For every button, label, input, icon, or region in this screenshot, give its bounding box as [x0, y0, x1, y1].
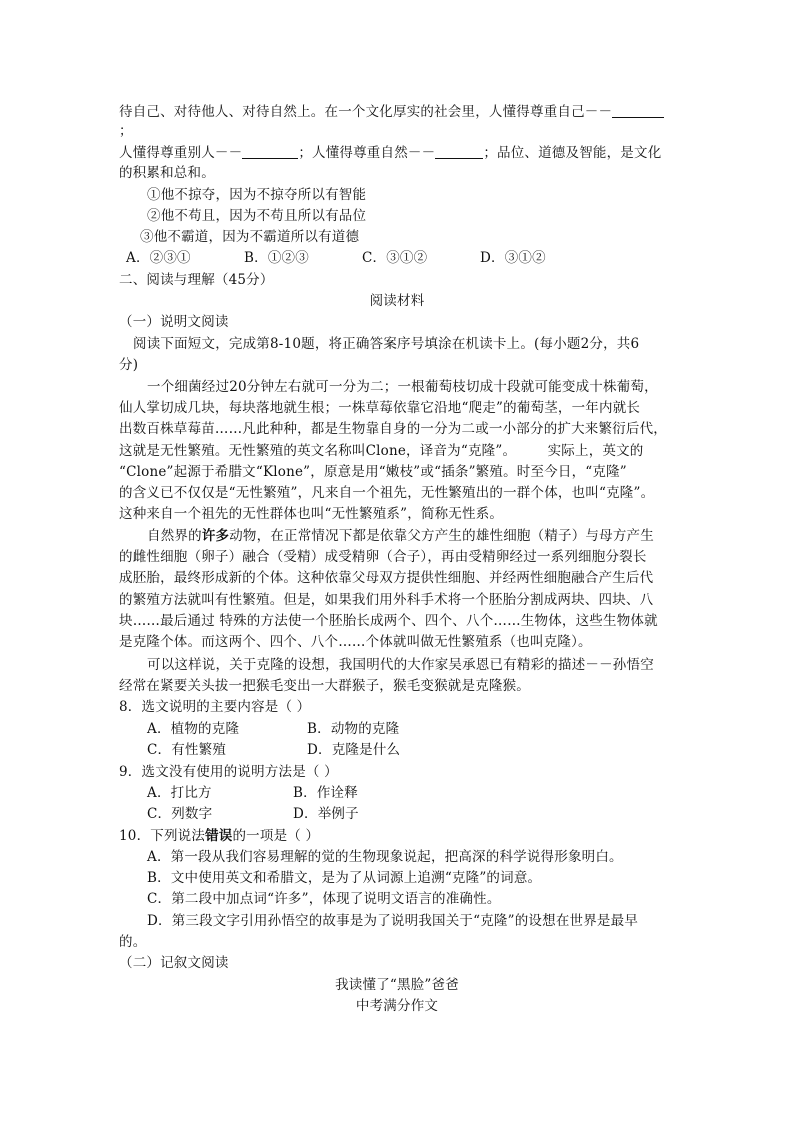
q10-option-d: D．第三段文字引用孙悟空的故事是为了说明我国关于“克隆”的设想在世界是最早: [147, 913, 639, 929]
section-2-title: 二、阅读与理解（45分）: [119, 272, 274, 288]
passage-p1-line: 这就是无性繁殖。无性繁殖的英文名称叫Clone，译音为“克隆”。 实际上，英文的: [119, 443, 644, 459]
intro-line-1-text: 待自己、对待他人、对待自然上。在一个文化厚实的社会里，人懂得尊重自己－－: [119, 104, 613, 120]
material-title: 阅读材料: [369, 293, 425, 309]
question-8-options-row-1: [147, 719, 399, 739]
question-9-options-row-1: [147, 783, 358, 803]
passage-p2-line: 块……最后通过 特殊的方法使一个胚胎长成两个、四个、八个……生物体，这些生物体就: [119, 613, 658, 629]
intro-line-1: [119, 102, 664, 122]
q9-option-a: A．打比方: [147, 785, 212, 801]
q9-option-d: D．举例子: [293, 806, 359, 822]
essay-subtitle: 中考满分作文: [355, 998, 439, 1014]
passage-p1-line: 这种来自一个祖先的无性群体也叫“无性繁殖系”，简称无性系。: [119, 506, 504, 522]
q9-option-c: C．列数字: [147, 806, 213, 822]
q8-option-a: A．植物的克隆: [147, 721, 240, 737]
intro-line-2a: 人懂得尊重别人－－: [119, 145, 243, 161]
passage-p2-line: 成胚胎，最终形成新的个体。这种依靠父母双方提供性细胞、并经两性细胞融合产生后代: [119, 570, 654, 586]
intro-option-c: C．③①②: [362, 250, 428, 266]
q10-option-d-cont: 的。: [119, 934, 147, 950]
intro-option-a: A．②③①: [126, 250, 191, 266]
passage-p1-line: 一个细菌经过20分钟左右就可一分为二；一根葡萄枝切成十段就可能变成十株葡萄，: [147, 379, 658, 395]
intro-line-2c: ；品位、道德及智能，是文化: [483, 145, 662, 161]
p2-post: 动物，在正常情况下都是依靠父方产生的雄性细胞（精子）与母方产生: [229, 528, 654, 544]
question-10-stem: [119, 826, 319, 846]
intro-line-3: 的积累和总和。: [119, 165, 215, 181]
p2-pre: 自然界的: [147, 528, 202, 544]
answer-blank-1: [612, 103, 664, 118]
intro-item-1: ①他不掠夺，因为不掠夺所以有智能: [147, 187, 367, 203]
intro-line-2b: ；人懂得尊重自然－－: [298, 145, 436, 161]
intro-option-d: D．③①②: [480, 250, 546, 266]
q10-stem-pre: 10．下列说法: [119, 828, 206, 844]
answer-blank-3: [435, 144, 483, 159]
intro-line-1-end: ；: [119, 123, 133, 139]
q8-option-c: C．有性繁殖: [147, 742, 227, 758]
part-1-title: （一）说明文阅读: [119, 314, 229, 330]
intro-option-b: B．①②③: [244, 250, 309, 266]
intro-line-2: [119, 143, 661, 163]
q10-option-c: C．第二段中加点词“许多”，体现了说明文语言的准确性。: [147, 891, 501, 907]
passage-p2-line: 的雌性细胞（卵子）融合（受精）成受精卵（合子），再由受精卵经过一系列细胞分裂长: [119, 549, 647, 565]
passage-p3-line: 可以这样说，关于克隆的设想，我国明代的大作家吴承恩已有精彩的描述－－孙悟空: [147, 657, 654, 673]
question-8-stem: 8．选文说明的主要内容是（ ）: [119, 699, 311, 715]
passage-p3-line: 经常在紧要关头拔一把猴毛变出一大群猴子，猴毛变猴就是克隆猴。: [119, 678, 530, 694]
part-1-instruction: 阅读下面短文，完成第8-10题，将正确答案序号填涂在机读卡上。(每小题2分，共6: [133, 336, 640, 352]
question-9-stem: 9．选文没有使用的说明方法是（ ）: [119, 764, 338, 780]
q9-option-b: B．作诠释: [293, 785, 358, 801]
q10-stem-post: 的一项是（ ）: [232, 828, 320, 844]
part-1-instruction-cont: 分): [119, 357, 139, 373]
passage-p2-first-line: [147, 526, 654, 546]
intro-item-2: ②他不苟且，因为不苟且所以有品位: [147, 208, 367, 224]
q10-option-a: A．第一段从我们容易理解的觉的生物现象说起，把高深的科学说得形象明白。: [147, 849, 623, 865]
passage-p1-line: 仙人掌切成几块，每块落地就生根；一株草莓依靠它沿地“爬走”的葡萄茎，一年内就长: [119, 400, 641, 416]
answer-blank-2: [242, 144, 298, 159]
q10-option-b: B．文中使用英文和希腊文，是为了从词源上追溯“克隆”的词意。: [147, 870, 542, 886]
question-9-options-row-2: [147, 804, 359, 824]
q8-option-d: D．克隆是什么: [307, 742, 401, 758]
p2-bold-word: 许多: [201, 528, 230, 544]
passage-p2-line: 是克隆个体。而这两个、四个、八个……个体就叫做无性繁殖系（也叫克隆）。: [119, 634, 592, 650]
essay-title: 我读懂了“黑脸”爸爸: [335, 977, 459, 993]
part-2-title: （二）记叙文阅读: [119, 955, 229, 971]
question-8-options-row-2: [147, 740, 400, 760]
q10-stem-bold: 错误: [205, 828, 233, 844]
intro-options: [126, 248, 546, 268]
passage-p1-line: 的含义已不仅仅是“无性繁殖”，凡来自一个祖先，无性繁殖出的一群个体，也叫“克隆”。: [119, 485, 655, 501]
q8-option-b: B．动物的克隆: [307, 721, 400, 737]
passage-p1-line: “Clone”起源于希腊文“Klone”，原意是用“嫩枝”或“插条”繁殖。时至今日，“克隆”: [119, 464, 627, 480]
passage-p2-line: 的繁殖方法就叫有性繁殖。但是，如果我们用外科手术将一个胚胎分割成两块、四块、八: [119, 592, 654, 608]
intro-item-3: ③他不霸道，因为不霸道所以有道德: [140, 229, 360, 245]
passage-p1-line: 出数百株草莓苗……凡此种种，都是生物靠自身的一分为二或一小部分的扩大来繁衍后代，: [119, 421, 667, 437]
